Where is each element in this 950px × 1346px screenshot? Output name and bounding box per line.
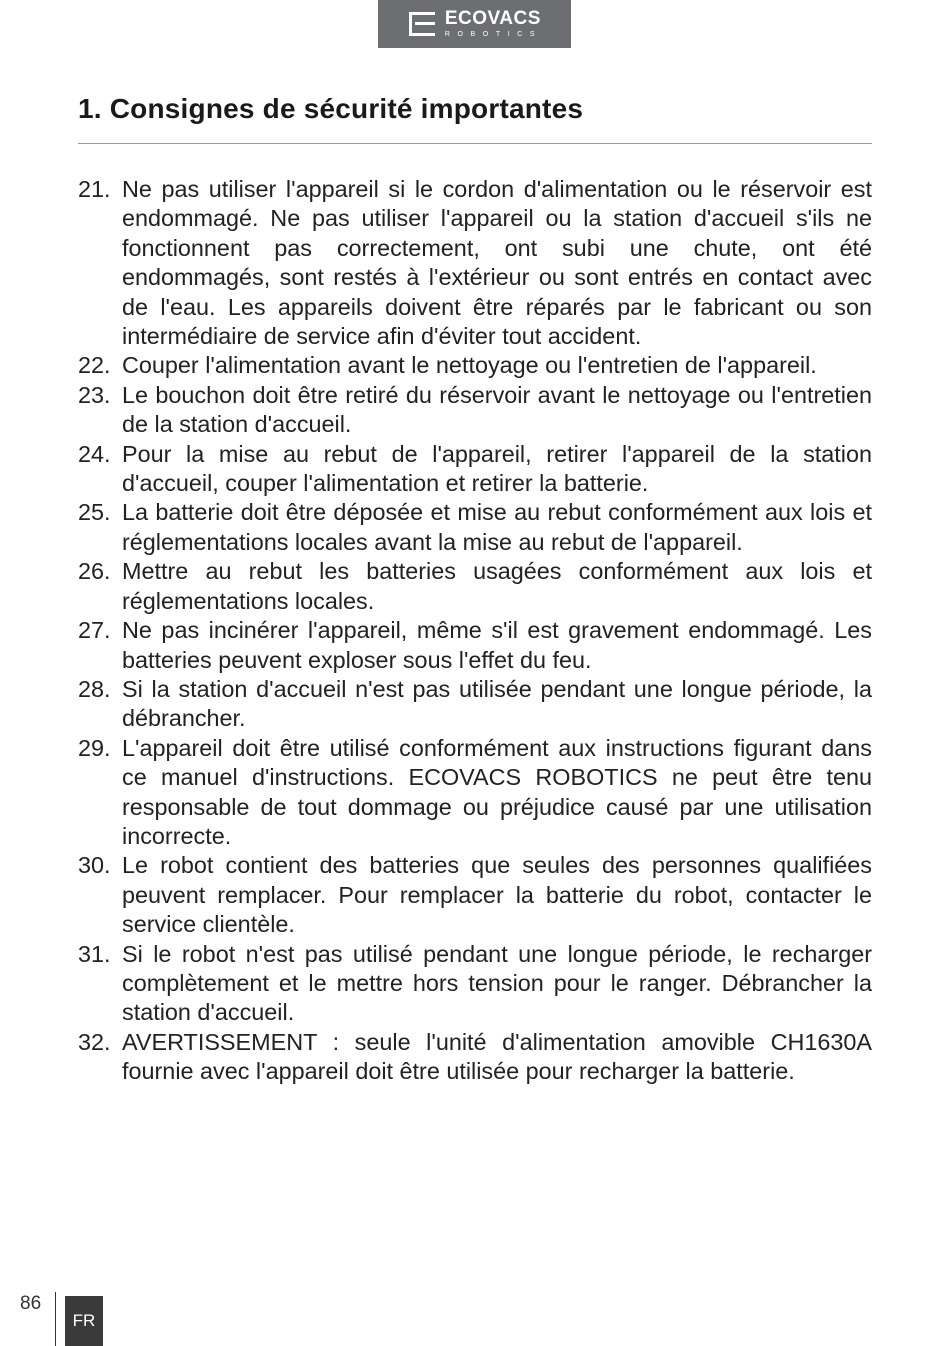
list-item (78, 498, 872, 557)
logo-brand-text: ECOVACS (444, 8, 541, 29)
item-number: 31. (78, 940, 111, 967)
item-number: 22. (78, 352, 111, 379)
item-text: L'appareil doit être utilisé conformément aux instructions figurant dans ce manuel d'instructions. ECOVACS ROBOTICS ne peut être tenu responsable de tout dommage ou préjudice causé par une utilisation incorrecte. (122, 734, 872, 849)
item-text: Ne pas incinérer l'appareil, même s'il est gravement endommagé. Les batteries peuvent exploser sous l'effet du feu. (122, 617, 872, 673)
list-item (78, 351, 872, 380)
list-item (78, 851, 872, 939)
item-number: 21. (78, 176, 111, 202)
ecovacs-logo (378, 0, 571, 48)
item-text: Ne pas utiliser l'appareil si le cordon d'alimentation ou le réservoir est endommagé. Ne pas utiliser l'appareil ou la station d'accueil s'ils ne fonctionnent pas correctement, ont subi une chute, ont été endommagés, sont restés à l'extérieur ou sont entrés en contact avec de l'eau. Les appareils doivent être réparés par le fabricant ou son intermédiaire de service afin d'éviter tout accident. (122, 176, 872, 350)
list-item (78, 675, 872, 734)
item-text: Le bouchon doit être retiré du réservoir avant le nettoyage ou l'entretien de la station d'accueil. (122, 381, 872, 438)
item-number: 27. (78, 617, 111, 644)
item-text: Pour la mise au rebut de l'appareil, retirer l'appareil de la station d'accueil, couper l'alimentation et retirer la batterie. (122, 440, 872, 497)
list-item (78, 175, 872, 351)
footer-divider (55, 1292, 56, 1346)
list-item (78, 440, 872, 499)
item-text: Mettre au rebut les batteries usagées conformément aux lois et réglementations locales. (122, 558, 872, 614)
item-number: 32. (78, 1028, 111, 1055)
list-item (78, 557, 872, 616)
item-number: 23. (78, 381, 111, 408)
page-number: 86 (20, 1293, 42, 1314)
section-title: 1. Consignes de sécurité importantes (78, 93, 584, 124)
item-number: 28. (78, 675, 111, 702)
list-item (78, 734, 872, 852)
logo-sub-text: ROBOTICS (444, 31, 543, 38)
item-text: Le robot contient des batteries que seules des personnes qualifiées peuvent remplacer. Pour remplacer la batterie du robot, contacter le service clientèle. (122, 852, 872, 938)
item-text: AVERTISSEMENT : seule l'unité d'alimentation amovible CH1630A fournie avec l'appareil doit être utilisée pour recharger la batterie. (122, 1028, 872, 1085)
safety-instructions-list (78, 175, 872, 1087)
list-item (78, 616, 872, 675)
item-number: 30. (78, 852, 111, 879)
ecovacs-logo-mark-icon (407, 9, 437, 39)
item-number: 24. (78, 440, 111, 467)
list-item (78, 940, 872, 1028)
list-item (78, 381, 872, 440)
item-text: Si la station d'accueil n'est pas utilisée pendant une longue période, la débrancher. (122, 675, 872, 732)
item-text: Couper l'alimentation avant le nettoyage ou l'entretien de l'appareil. (122, 352, 817, 379)
item-text: Si le robot n'est pas utilisé pendant une longue période, le recharger complètement et le mettre hors tension pour le ranger. Débrancher la station d'accueil. (122, 940, 872, 1026)
list-item (78, 1028, 872, 1087)
item-number: 26. (78, 558, 111, 585)
language-badge: FR (65, 1296, 103, 1346)
item-text: La batterie doit être déposée et mise au rebut conformément aux lois et réglementations locales avant la mise au rebut de l'appareil. (122, 499, 872, 555)
item-number: 29. (78, 734, 111, 761)
item-number: 25. (78, 499, 111, 526)
title-divider (78, 143, 872, 144)
